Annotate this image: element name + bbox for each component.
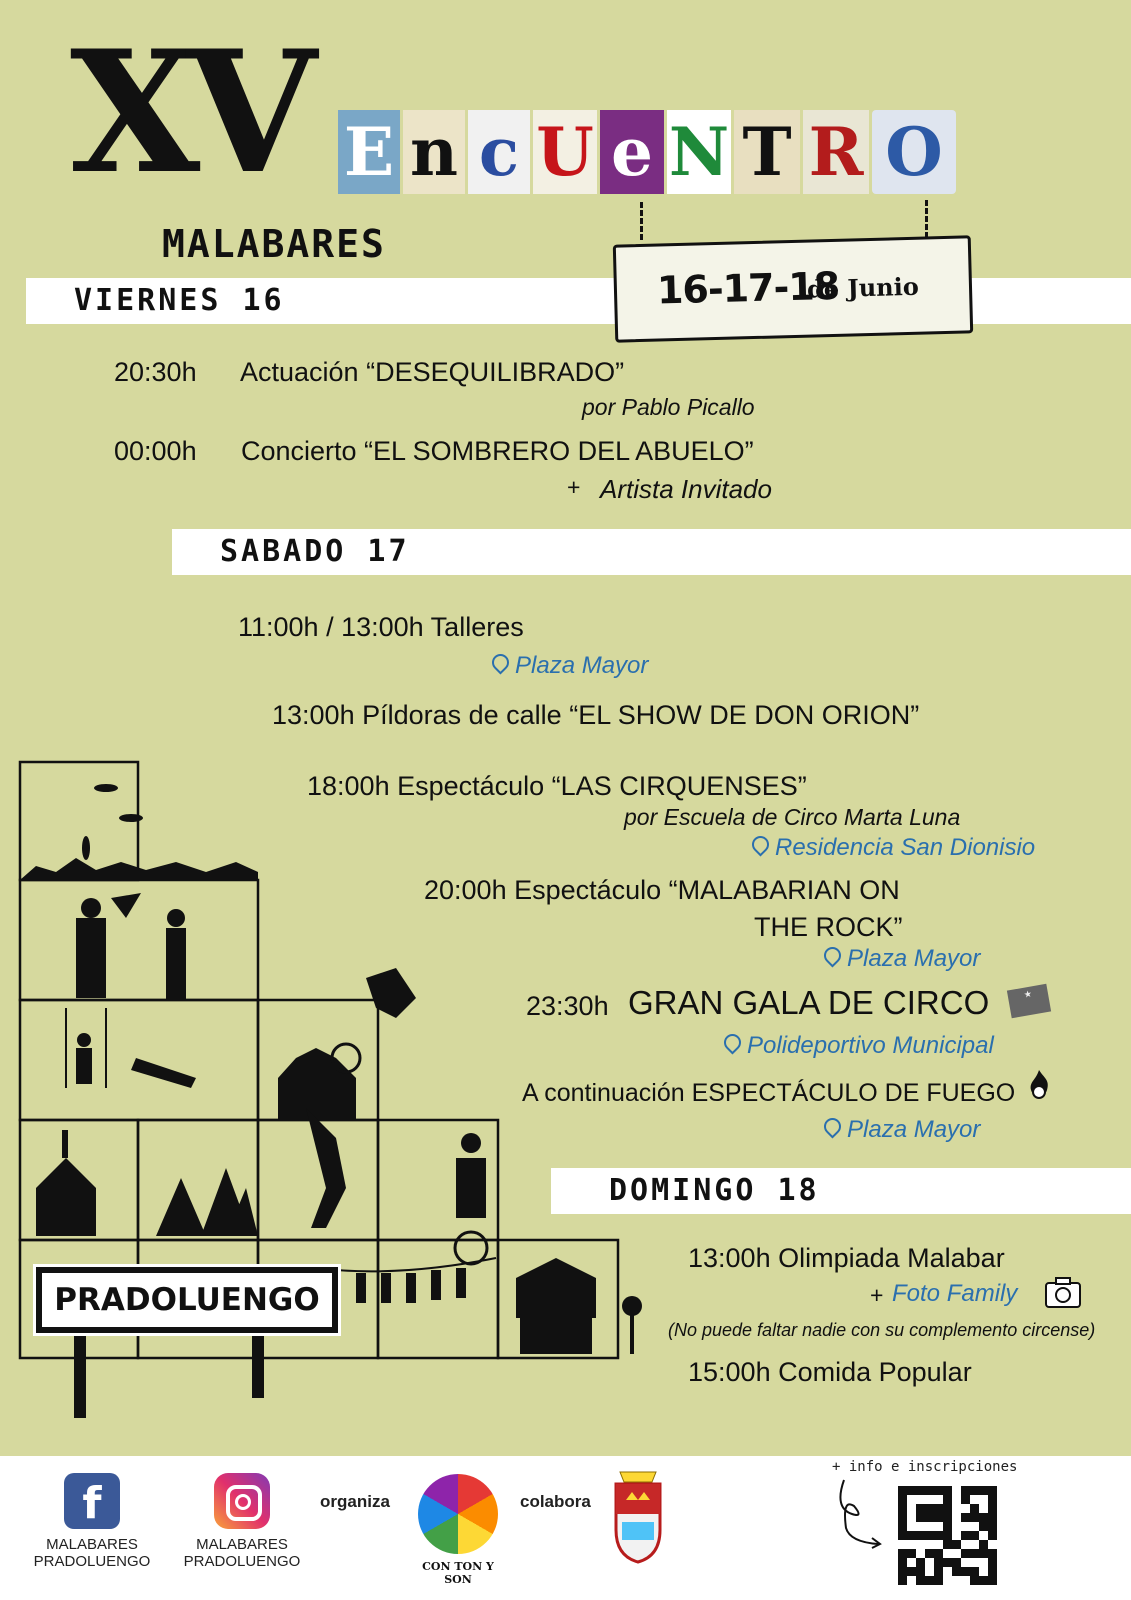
event-line: THE ROCK”: [754, 912, 903, 942]
organizer-logo: [418, 1474, 498, 1554]
event-plus: +: [567, 474, 581, 500]
organiza-label: organiza: [320, 1492, 390, 1511]
fire-icon: [1026, 1068, 1052, 1102]
day-label: DOMINGO 18: [609, 1173, 820, 1208]
camera-icon: [1044, 1275, 1082, 1309]
location-text: Residencia San Dionisio: [775, 834, 1036, 861]
location-text: Plaza Mayor: [515, 652, 649, 679]
title-numeral: XV: [70, 13, 303, 211]
sign-chain: [640, 202, 649, 240]
sign-month: de Junio: [806, 271, 920, 304]
title-letter: n: [403, 110, 465, 194]
location-text: Plaza Mayor: [847, 1116, 981, 1143]
dates-sign: [613, 235, 973, 342]
title-letter: E: [338, 110, 400, 194]
location-pin-icon: [488, 650, 512, 674]
event-line: 18:00h Espectáculo “LAS CIRQUENSES”: [307, 771, 807, 801]
sign-chain: [925, 200, 934, 238]
event-note: (No puede faltar nadie con su complemento circense): [668, 1320, 1096, 1340]
event-title: GRAN GALA DE CIRCO: [628, 984, 990, 1021]
event-location: [824, 1116, 980, 1144]
facebook-label[interactable]: MALABARES PRADOLUENGO: [33, 1536, 151, 1570]
day-label: VIERNES 16: [74, 283, 285, 318]
event-plus: +: [870, 1282, 884, 1308]
event-guest: Artista Invitado: [600, 474, 772, 504]
event-line: A continuación ESPECTÁCULO DE FUEGO: [522, 1079, 1016, 1107]
event-by: por Pablo Picallo: [582, 394, 755, 420]
event-location: [724, 1032, 994, 1060]
event-by: por Escuela de Circo Marta Luna: [624, 804, 961, 830]
location-text: Polideportivo Municipal: [747, 1032, 994, 1059]
title-subtitle: MALABARES: [162, 222, 386, 266]
event-line: 13:00h Píldoras de calle “EL SHOW DE DON ORION”: [272, 700, 920, 730]
coat-of-arms-icon: [608, 1470, 668, 1566]
event-time: 20:30h: [114, 357, 197, 387]
location-pin-icon: [820, 943, 844, 967]
instagram-icon[interactable]: [214, 1473, 270, 1529]
title-word: [338, 110, 956, 194]
event-extra: Foto Family: [892, 1280, 1018, 1307]
day-label: SABADO 17: [220, 534, 410, 569]
town-sign: PRADOLUENGO: [36, 1267, 338, 1333]
event-title: Actuación “DESEQUILIBRADO”: [240, 357, 625, 387]
colabora-label: colabora: [520, 1492, 591, 1511]
event-time: 23:30h: [526, 991, 609, 1021]
title-letter: c: [468, 110, 530, 194]
facebook-icon[interactable]: f: [64, 1473, 120, 1529]
qr-code-icon[interactable]: [898, 1486, 997, 1585]
title-letter: R: [803, 110, 869, 194]
event-location: [824, 945, 980, 973]
event-title: Concierto “EL SOMBRERO DEL ABUELO”: [241, 436, 754, 466]
sign-dates: 16-17-18: [656, 263, 840, 313]
event-line: 20:00h Espectáculo “MALABARIAN ON: [424, 875, 900, 905]
location-pin-icon: [748, 832, 772, 856]
event-time: 00:00h: [114, 436, 197, 466]
day-bar-sabado: [172, 529, 1131, 575]
title-letter: T: [734, 110, 800, 194]
title-letter: U: [533, 110, 597, 194]
info-label: + info e inscripciones: [832, 1459, 1018, 1475]
circus-ticket-icon: ★: [1007, 984, 1051, 1019]
event-location: [752, 834, 1035, 862]
location-text: Plaza Mayor: [847, 945, 981, 972]
location-pin-icon: [720, 1030, 744, 1054]
event-line: 11:00h / 13:00h Talleres: [238, 612, 524, 642]
event-location: [492, 652, 648, 680]
title-letter: N: [667, 110, 731, 194]
title-letter: e: [600, 110, 664, 194]
arrow-icon: [832, 1478, 892, 1550]
location-pin-icon: [820, 1114, 844, 1138]
title-letter: O: [872, 110, 956, 194]
event-line: 15:00h Comida Popular: [688, 1357, 972, 1387]
instagram-label[interactable]: MALABARES PRADOLUENGO: [183, 1536, 301, 1570]
event-line: 13:00h Olimpiada Malabar: [688, 1243, 1005, 1273]
organizer-logo-text: CON TON Y SON: [422, 1560, 494, 1586]
